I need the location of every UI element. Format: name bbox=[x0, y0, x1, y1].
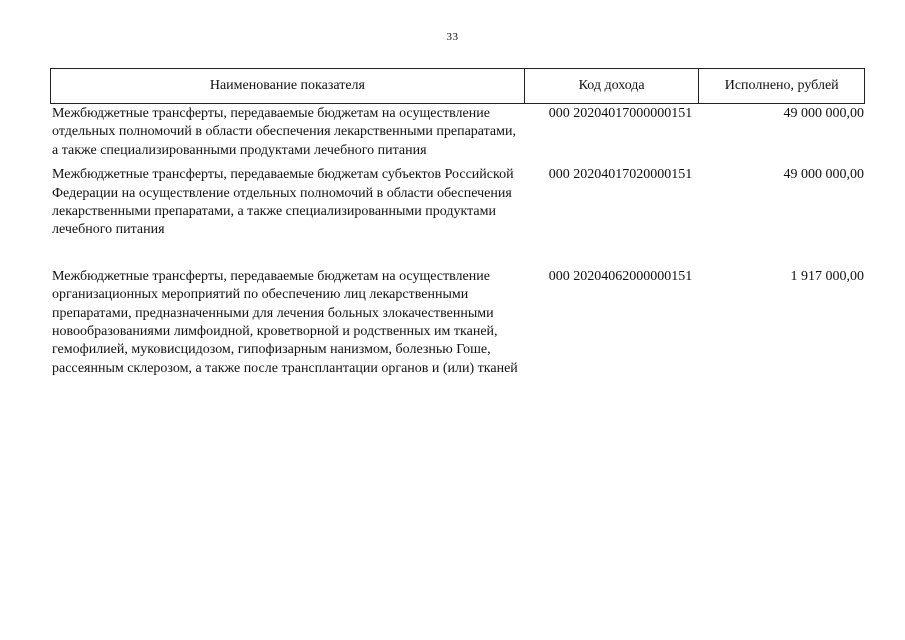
row-executed-amount: 49 000 000,00 bbox=[783, 167, 864, 183]
table-header bbox=[50, 68, 865, 104]
header-income-code: Код дохода bbox=[525, 69, 700, 103]
row-indicator-name: Межбюджетные трансферты, передаваемые бюджетам на осуществление организационных мероприятий по обеспечению лиц лекарственными препаратами, предназначенными для лечения больных злокачественными новообразованиями лимфоидной, кроветворной и родственных им тканей, гемофилией, муковисцидозом, гипофизарным нанизмом, болезнью Гоше, рассеянным склерозом, а также после трансплантации органов и (или) тканей bbox=[52, 268, 518, 376]
header-indicator-name: Наименование показателя bbox=[51, 69, 525, 103]
table-row bbox=[50, 268, 865, 378]
row-indicator-name: Межбюджетные трансферты, передаваемые бюджетам субъектов Российской Федерации на осуществление отдельных полномочий в области обеспечения лекарственными препаратами, а также специализированными продуктами лечебного питания bbox=[52, 167, 514, 238]
row-executed-amount: 49 000 000,00 bbox=[783, 106, 864, 121]
row-income-code: 000 20204062000000151 bbox=[548, 268, 693, 284]
row-income-code: 000 20204017000000151 bbox=[548, 106, 693, 121]
row-income-code: 000 20204017020000151 bbox=[548, 167, 693, 183]
table-row bbox=[50, 166, 865, 240]
row-executed-amount: 1 917 000,00 bbox=[790, 268, 864, 284]
budget-table bbox=[50, 68, 865, 378]
header-executed-amount: Исполнено, рублей bbox=[724, 78, 839, 93]
row-indicator-name: Межбюджетные трансферты, передаваемые бюджетам на осуществление отдельных полномочий в области обеспечения лекарственными препаратами, а также специализированными продуктами лечебного питания bbox=[52, 106, 516, 158]
page-number: 33 bbox=[446, 31, 459, 43]
table-row bbox=[50, 105, 865, 160]
